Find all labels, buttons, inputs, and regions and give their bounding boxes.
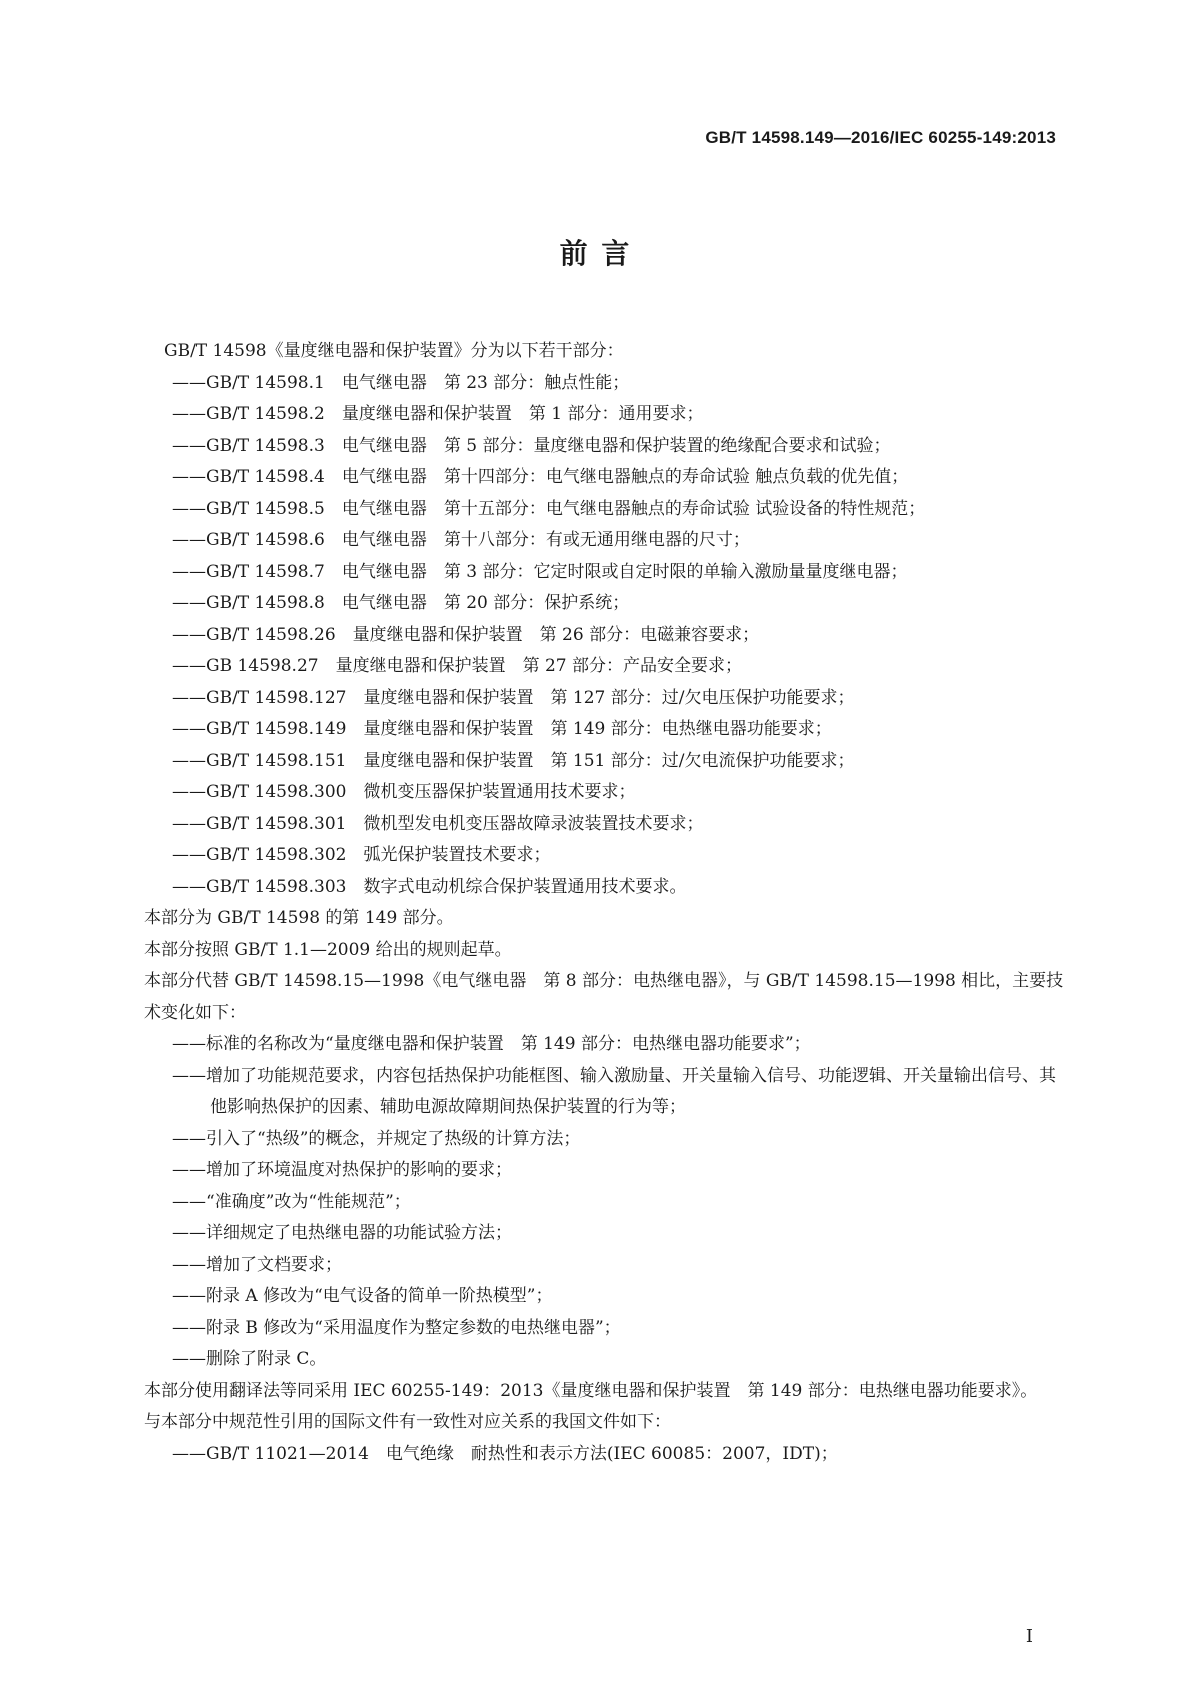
part-list-item: ——GB/T 14598.3 电气继电器 第 5 部分：量度继电器和保护装置的绝缘配合要求和试验；: [172, 435, 891, 456]
change-list-item: ——附录 A 修改为“电气设备的简单一阶热模型”；: [172, 1286, 553, 1306]
reference-list-item: ——GB/T 11021—2014 电气绝缘 耐热性和表示方法(IEC 60085：2007，IDT)；: [172, 1443, 838, 1464]
part-list-item: ——GB/T 14598.300 微机变压器保护装置通用技术要求；: [172, 782, 636, 802]
change-list-item: ——删除了附录 C。: [172, 1349, 327, 1369]
part-list-item: ——GB/T 14598.151 量度继电器和保护装置 第 151 部分：过/欠电流保护功能要求；: [172, 750, 855, 771]
part-list-item: ——GB 14598.27 量度继电器和保护装置 第 27 部分：产品安全要求；: [172, 656, 743, 676]
standard-number-header: GB/T 14598.149—2016/IEC 60255-149:2013: [705, 128, 1056, 147]
change-list-item: ——增加了功能规范要求，内容包括热保护功能框图、输入激励量、开关量输入信号、功能逻辑、开关量输出信号、其他影响热保护的因素、辅助电源故障期间热保护装置的行为等；: [172, 1065, 1056, 1117]
part-list-item: ——GB/T 14598.5 电气继电器 第十五部分：电气继电器触点的寿命试验 试验设备的特性规范；: [172, 498, 926, 519]
parts-list: [172, 368, 1064, 904]
intro-paragraph: GB/T 14598《量度继电器和保护装置》分为以下若干部分：: [164, 341, 624, 361]
foreword-body: [144, 336, 1064, 1470]
paragraph-adoption: [144, 1376, 1064, 1408]
change-list-item: ——增加了环境温度对热保护的影响的要求；: [172, 1160, 512, 1180]
paragraph-replacement: [144, 966, 1064, 1029]
change-list-item: ——“准确度”改为“性能规范”；: [172, 1191, 411, 1212]
part-list-item: ——GB/T 14598.2 量度继电器和保护装置 第 1 部分：通用要求；: [172, 404, 704, 424]
change-list-item: ——增加了文档要求；: [172, 1254, 342, 1275]
part-list-item: ——GB/T 14598.301 微机型发电机变压器故障录波装置技术要求；: [172, 813, 704, 834]
change-list-item: ——引入了“热级”的概念，并规定了热级的计算方法；: [172, 1128, 581, 1149]
change-list-item: ——详细规定了电热继电器的功能试验方法；: [172, 1223, 512, 1243]
part-list-item: ——GB/T 14598.1 电气继电器 第 23 部分：触点性能；: [172, 372, 630, 393]
part-list-item: ——GB/T 14598.149 量度继电器和保护装置 第 149 部分：电热继电器功能要求；: [172, 719, 832, 739]
part-list-item: ——GB/T 14598.7 电气继电器 第 3 部分：它定时限或自定时限的单输入激励量量度继电器；: [172, 561, 908, 582]
page-number: I: [1025, 1626, 1033, 1647]
change-list-item: ——标准的名称改为“量度继电器和保护装置 第 149 部分：电热继电器功能要求”；: [172, 1034, 811, 1054]
part-list-item: ——GB/T 14598.6 电气继电器 第十八部分：有或无通用继电器的尺寸；: [172, 530, 750, 550]
part-list-item: ——GB/T 14598.4 电气继电器 第十四部分：电气继电器触点的寿命试验 触点负载的优先值；: [172, 467, 909, 487]
paragraph-replacement-text: 本部分代替 GB/T 14598.15—1998《电气继电器 第 8 部分：电热继电器》，与 GB/T 14598.15—1998 相比，主要技术变化如下：: [144, 971, 1064, 1023]
paragraph-part-number: 本部分为 GB/T 14598 的第 149 部分。: [144, 908, 454, 928]
page-title: 前 言: [559, 237, 632, 270]
part-list-item: ——GB/T 14598.26 量度继电器和保护装置 第 26 部分：电磁兼容要求；: [172, 624, 760, 645]
paragraph-drafting-rules: 本部分按照 GB/T 1.1—2009 给出的规则起草。: [144, 939, 512, 960]
part-list-item: ——GB/T 14598.303 数字式电动机综合保护装置通用技术要求。: [172, 876, 687, 897]
part-list-item: ——GB/T 14598.127 量度继电器和保护装置 第 127 部分：过/欠电压保护功能要求；: [172, 687, 855, 708]
paragraph-adoption-text: 本部分使用翻译法等同采用 IEC 60255-149：2013《量度继电器和保护装置 第 149 部分：电热继电器功能要求》。: [144, 1380, 1038, 1401]
part-list-item: ——GB/T 14598.302 弧光保护装置技术要求；: [172, 845, 551, 865]
changes-list: [172, 1029, 1064, 1376]
part-list-item: ——GB/T 14598.8 电气继电器 第 20 部分：保护系统；: [172, 593, 630, 613]
references-list: [172, 1439, 1064, 1471]
change-list-item: ——附录 B 修改为“采用温度作为整定参数的电热继电器”；: [172, 1317, 621, 1338]
paragraph-references-intro: 与本部分中规范性引用的国际文件有一致性对应关系的我国文件如下：: [144, 1412, 671, 1432]
